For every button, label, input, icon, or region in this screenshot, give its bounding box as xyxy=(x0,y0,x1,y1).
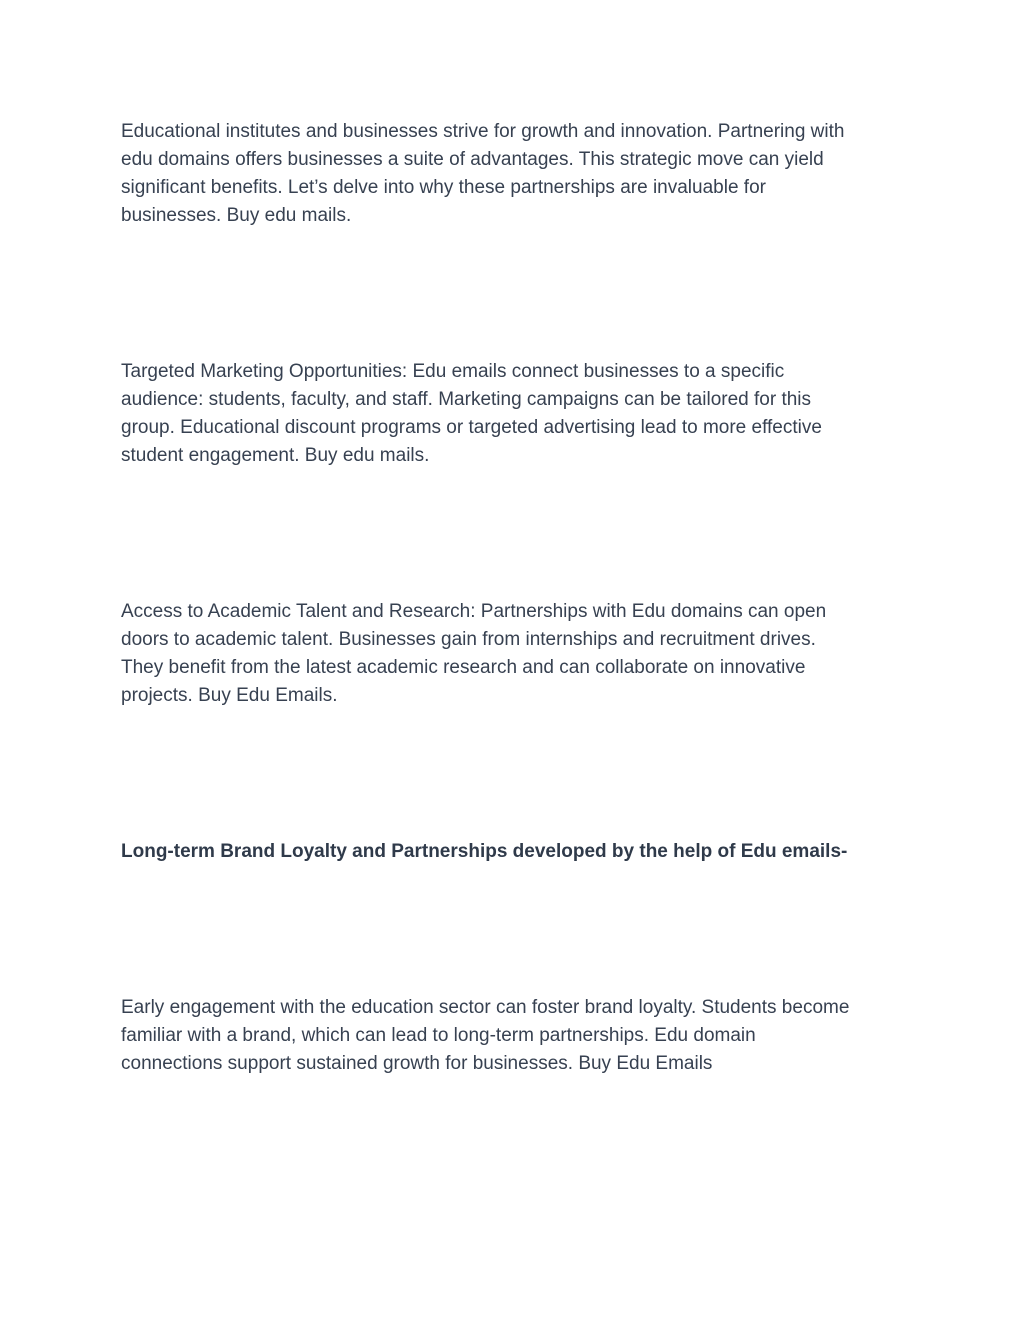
text-line: audience: students, faculty, and staff. Marketing campaigns can be tailored for this xyxy=(121,389,812,410)
paragraph-academic-talent xyxy=(121,598,911,710)
text-line: Early engagement with the education sector can foster brand loyalty. Students become xyxy=(121,997,850,1018)
text-line: familiar with a brand, which can lead to long-term partnerships. Edu domain xyxy=(121,1025,756,1046)
paragraph-targeted-marketing xyxy=(121,358,911,470)
heading-text: Long-term Brand Loyalty and Partnerships developed by the help of Edu emails- xyxy=(121,841,848,862)
paragraph-intro xyxy=(121,118,911,230)
paragraph-early-engagement xyxy=(121,994,911,1078)
text-line: doors to academic talent. Businesses gain from internships and recruitment drives. xyxy=(121,629,816,650)
text-line: student engagement. Buy edu mails. xyxy=(121,445,430,466)
text-line: Educational institutes and businesses strive for growth and innovation. Partnering with xyxy=(121,121,845,142)
text-line: group. Educational discount programs or targeted advertising lead to more effective xyxy=(121,417,822,438)
text-line: projects. Buy Edu Emails. xyxy=(121,685,338,706)
section-heading-brand-loyalty xyxy=(121,838,911,866)
text-line: connections support sustained growth for businesses. Buy Edu Emails xyxy=(121,1053,713,1074)
text-line: Targeted Marketing Opportunities: Edu emails connect businesses to a specific xyxy=(121,361,785,382)
text-line: Access to Academic Talent and Research: Partnerships with Edu domains can open xyxy=(121,601,827,622)
text-line: significant benefits. Let’s delve into why these partnerships are invaluable for xyxy=(121,177,766,198)
text-line: edu domains offers businesses a suite of advantages. This strategic move can yield xyxy=(121,149,824,170)
text-line: They benefit from the latest academic research and can collaborate on innovative xyxy=(121,657,806,678)
text-line: businesses. Buy edu mails. xyxy=(121,205,352,226)
